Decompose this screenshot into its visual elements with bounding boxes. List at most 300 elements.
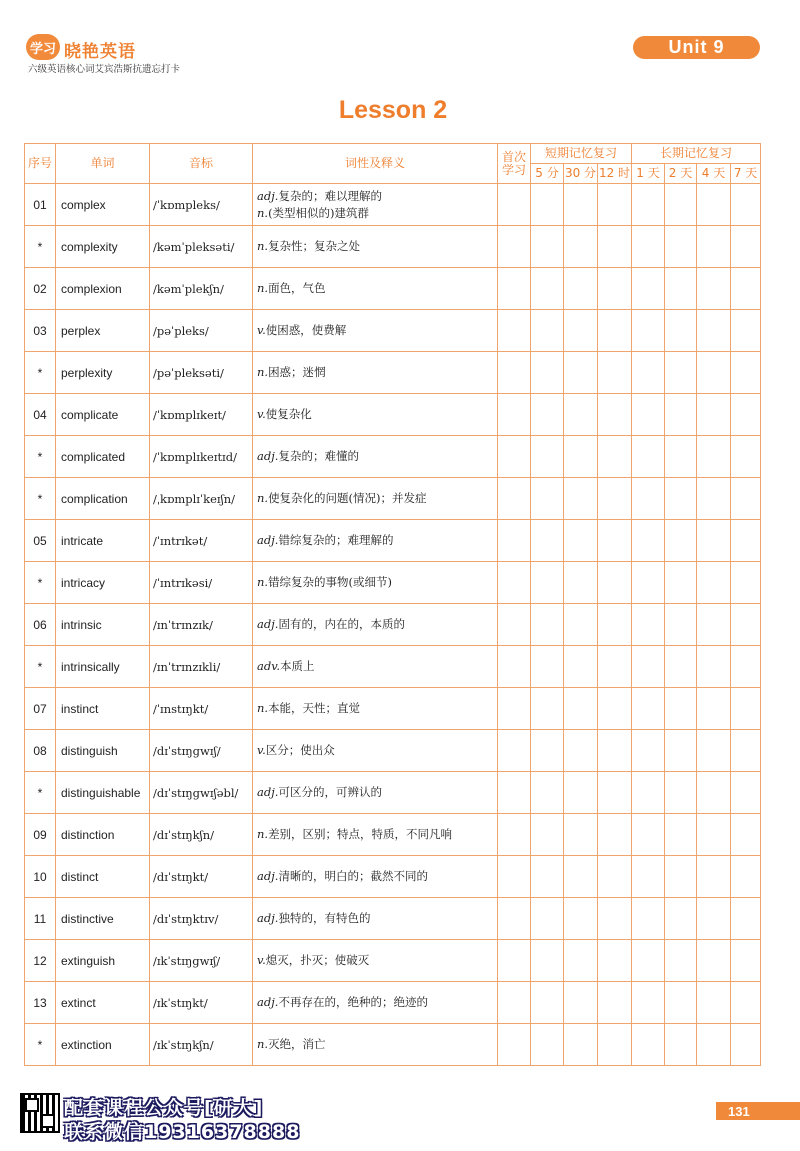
check-2day-cell: [665, 982, 697, 1024]
col-header-no: 序号: [25, 144, 56, 184]
check-1day-cell: [632, 856, 665, 898]
check-12h-cell: [598, 646, 632, 688]
check-first-study-cell: [498, 520, 531, 562]
part-of-speech: adj.: [257, 533, 279, 547]
definition-line: [257, 910, 497, 927]
col-header-5min: 5 分: [531, 164, 564, 184]
check-12h-cell: [598, 814, 632, 856]
check-30min-cell: [564, 310, 598, 352]
word-cell: distinguishable: [56, 772, 150, 814]
check-5min-cell: [531, 730, 564, 772]
check-2day-cell: [665, 310, 697, 352]
check-30min-cell: [564, 436, 598, 478]
row-number: 08: [25, 730, 56, 772]
check-first-study-cell: [498, 478, 531, 520]
qr-code-icon: [20, 1093, 60, 1133]
check-2day-cell: [665, 730, 697, 772]
definition-text: 使困惑，使费解: [265, 323, 347, 337]
check-12h-cell: [598, 352, 632, 394]
definition-line: [257, 448, 497, 465]
definition-text: (类型相似的)建筑群: [268, 205, 370, 220]
phonetic-cell: /pəˈpleks/: [150, 310, 253, 352]
part-of-speech: n.: [257, 491, 269, 505]
definition-cell: [253, 436, 498, 478]
check-30min-cell: [564, 814, 598, 856]
check-1day-cell: [632, 982, 665, 1024]
row-number: *: [25, 1024, 56, 1066]
check-5min-cell: [531, 856, 564, 898]
check-7day-cell: [731, 226, 761, 268]
check-5min-cell: [531, 436, 564, 478]
phonetic-cell: /ɪkˈstɪŋkʃn/: [150, 1024, 253, 1066]
part-of-speech: adj.: [257, 617, 279, 631]
check-7day-cell: [731, 898, 761, 940]
definition-cell: [253, 730, 498, 772]
definition-cell: [253, 898, 498, 940]
phonetic-cell: /dɪˈstɪŋgwɪʃəbl/: [150, 772, 253, 814]
check-4day-cell: [697, 940, 731, 982]
check-7day-cell: [731, 814, 761, 856]
check-1day-cell: [632, 604, 665, 646]
check-30min-cell: [564, 688, 598, 730]
check-12h-cell: [598, 478, 632, 520]
definition-line: [257, 532, 497, 549]
check-5min-cell: [531, 688, 564, 730]
check-1day-cell: [632, 310, 665, 352]
definition-cell: [253, 982, 498, 1024]
word-cell: intrinsic: [56, 604, 150, 646]
phonetic-cell: /kəmˈpleksəti/: [150, 226, 253, 268]
check-12h-cell: [598, 310, 632, 352]
col-header-1day: 1 天: [632, 164, 665, 184]
phonetic-cell: /dɪˈstɪŋgwɪʃ/: [150, 730, 253, 772]
word-cell: complicate: [56, 394, 150, 436]
check-30min-cell: [564, 478, 598, 520]
check-30min-cell: [564, 940, 598, 982]
definition-cell: [253, 1024, 498, 1066]
row-number: *: [25, 226, 56, 268]
check-7day-cell: [731, 436, 761, 478]
check-12h-cell: [598, 268, 632, 310]
definition-cell: [253, 310, 498, 352]
col-header-30min: 30 分: [564, 164, 598, 184]
part-of-speech: adj.: [257, 449, 279, 463]
phonetic-cell: /ˈkɒmplɪkeɪt/: [150, 394, 253, 436]
part-of-speech: adv.: [257, 659, 281, 673]
check-7day-cell: [731, 478, 761, 520]
word-cell: intricate: [56, 520, 150, 562]
vocab-table: [24, 143, 761, 1066]
part-of-speech: n.: [257, 575, 269, 589]
part-of-speech: n.: [257, 365, 269, 379]
definition-text: 不再存在的，绝种的；绝迹的: [278, 995, 428, 1009]
definition-line: [257, 188, 497, 205]
word-cell: complex: [56, 184, 150, 226]
row-number: 11: [25, 898, 56, 940]
check-first-study-cell: [498, 604, 531, 646]
check-1day-cell: [632, 772, 665, 814]
check-2day-cell: [665, 520, 697, 562]
check-1day-cell: [632, 520, 665, 562]
part-of-speech: n.: [257, 701, 269, 715]
phonetic-cell: /ɪkˈstɪŋgwɪʃ/: [150, 940, 253, 982]
definition-line: [257, 700, 497, 717]
definition-cell: [253, 646, 498, 688]
check-5min-cell: [531, 940, 564, 982]
check-2day-cell: [665, 646, 697, 688]
check-4day-cell: [697, 814, 731, 856]
definition-text: 困惑；迷惘: [268, 365, 326, 379]
check-4day-cell: [697, 730, 731, 772]
check-7day-cell: [731, 184, 761, 226]
check-4day-cell: [697, 268, 731, 310]
check-first-study-cell: [498, 1024, 531, 1066]
definition-text: 错综复杂的事物(或细节): [268, 575, 393, 589]
col-header-2day: 2 天: [665, 164, 697, 184]
row-number: 09: [25, 814, 56, 856]
check-first-study-cell: [498, 688, 531, 730]
check-first-study-cell: [498, 310, 531, 352]
definition-text: 使复杂化的问题(情况)；并发症: [268, 491, 427, 505]
brand-name: 晓艳英语: [64, 42, 136, 62]
check-5min-cell: [531, 814, 564, 856]
check-4day-cell: [697, 352, 731, 394]
part-of-speech: n.: [257, 1037, 269, 1051]
definition-line: [257, 406, 497, 423]
check-1day-cell: [632, 562, 665, 604]
part-of-speech: n.: [257, 205, 269, 220]
part-of-speech: adj.: [257, 785, 279, 799]
vocab-table-body: [25, 184, 761, 1066]
definition-text: 清晰的，明白的；截然不同的: [278, 869, 428, 883]
check-1day-cell: [632, 394, 665, 436]
check-1day-cell: [632, 268, 665, 310]
definition-line: [257, 238, 497, 255]
phonetic-cell: /pəˈpleksəti/: [150, 352, 253, 394]
check-30min-cell: [564, 730, 598, 772]
word-cell: instinct: [56, 688, 150, 730]
word-cell: complication: [56, 478, 150, 520]
part-of-speech: adj.: [257, 911, 279, 925]
check-2day-cell: [665, 394, 697, 436]
word-cell: distinctive: [56, 898, 150, 940]
promo-line-2: 联系微信19316378888: [64, 1121, 301, 1143]
row-number: *: [25, 646, 56, 688]
check-5min-cell: [531, 562, 564, 604]
row-number: 03: [25, 310, 56, 352]
table-row: [25, 520, 761, 562]
check-5min-cell: [531, 184, 564, 226]
check-first-study-cell: [498, 562, 531, 604]
check-4day-cell: [697, 478, 731, 520]
definition-cell: [253, 772, 498, 814]
definition-text: 复杂的；难懂的: [278, 449, 359, 463]
definition-line: [257, 364, 497, 381]
word-cell: complicated: [56, 436, 150, 478]
word-cell: extinct: [56, 982, 150, 1024]
part-of-speech: adj.: [257, 869, 279, 883]
part-of-speech: adj.: [257, 995, 279, 1009]
word-cell: extinction: [56, 1024, 150, 1066]
check-5min-cell: [531, 268, 564, 310]
word-cell: distinction: [56, 814, 150, 856]
row-number: 02: [25, 268, 56, 310]
check-5min-cell: [531, 646, 564, 688]
check-5min-cell: [531, 520, 564, 562]
table-row: [25, 226, 761, 268]
check-12h-cell: [598, 982, 632, 1024]
check-4day-cell: [697, 394, 731, 436]
phonetic-cell: /ˈkɒmpleks/: [150, 184, 253, 226]
row-number: *: [25, 436, 56, 478]
definition-line: [257, 280, 497, 297]
check-1day-cell: [632, 436, 665, 478]
check-7day-cell: [731, 940, 761, 982]
check-12h-cell: [598, 856, 632, 898]
check-5min-cell: [531, 772, 564, 814]
check-5min-cell: [531, 226, 564, 268]
definition-text: 固有的，内在的，本质的: [278, 617, 405, 631]
word-cell: extinguish: [56, 940, 150, 982]
definition-line: [257, 490, 497, 507]
check-4day-cell: [697, 436, 731, 478]
table-row: [25, 184, 761, 226]
table-row: [25, 310, 761, 352]
phonetic-cell: /ɪnˈtrɪnzɪkli/: [150, 646, 253, 688]
check-first-study-cell: [498, 394, 531, 436]
check-2day-cell: [665, 268, 697, 310]
check-30min-cell: [564, 898, 598, 940]
definition-text: 面色，气色: [268, 281, 326, 295]
check-7day-cell: [731, 730, 761, 772]
check-1day-cell: [632, 688, 665, 730]
check-2day-cell: [665, 184, 697, 226]
check-2day-cell: [665, 562, 697, 604]
check-7day-cell: [731, 520, 761, 562]
row-number: *: [25, 352, 56, 394]
check-5min-cell: [531, 310, 564, 352]
check-30min-cell: [564, 646, 598, 688]
check-12h-cell: [598, 520, 632, 562]
check-5min-cell: [531, 394, 564, 436]
check-12h-cell: [598, 226, 632, 268]
check-5min-cell: [531, 1024, 564, 1066]
check-first-study-cell: [498, 436, 531, 478]
row-number: 01: [25, 184, 56, 226]
check-4day-cell: [697, 184, 731, 226]
definition-cell: [253, 562, 498, 604]
check-4day-cell: [697, 856, 731, 898]
check-4day-cell: [697, 646, 731, 688]
check-4day-cell: [697, 772, 731, 814]
brand-logo-icon: [26, 34, 60, 60]
word-cell: perplexity: [56, 352, 150, 394]
table-row: [25, 730, 761, 772]
word-cell: distinguish: [56, 730, 150, 772]
definition-cell: [253, 814, 498, 856]
check-4day-cell: [697, 520, 731, 562]
definition-line: [257, 574, 497, 591]
table-row: [25, 688, 761, 730]
row-number: 13: [25, 982, 56, 1024]
col-header-short-term-review: 短期记忆复习: [531, 144, 632, 164]
check-1day-cell: [632, 646, 665, 688]
check-first-study-cell: [498, 646, 531, 688]
definition-text: 使复杂化: [265, 407, 312, 421]
check-first-study-cell: [498, 772, 531, 814]
check-2day-cell: [665, 940, 697, 982]
check-7day-cell: [731, 982, 761, 1024]
check-5min-cell: [531, 604, 564, 646]
phonetic-cell: /dɪˈstɪŋkt/: [150, 856, 253, 898]
check-1day-cell: [632, 814, 665, 856]
definition-text: 复杂性；复杂之处: [268, 239, 361, 253]
definition-line: [257, 868, 497, 885]
check-1day-cell: [632, 940, 665, 982]
check-12h-cell: [598, 436, 632, 478]
check-5min-cell: [531, 478, 564, 520]
check-first-study-cell: [498, 730, 531, 772]
check-2day-cell: [665, 1024, 697, 1066]
check-2day-cell: [665, 352, 697, 394]
definition-line: [257, 658, 497, 675]
page-number: 131: [716, 1102, 800, 1120]
check-7day-cell: [731, 352, 761, 394]
definition-text: 灭绝，消亡: [268, 1037, 326, 1051]
check-first-study-cell: [498, 268, 531, 310]
check-5min-cell: [531, 352, 564, 394]
definition-text: 本能，天性；直觉: [268, 701, 361, 715]
check-first-study-cell: [498, 352, 531, 394]
check-30min-cell: [564, 856, 598, 898]
definition-cell: [253, 184, 498, 226]
check-2day-cell: [665, 436, 697, 478]
definition-cell: [253, 520, 498, 562]
check-30min-cell: [564, 604, 598, 646]
check-30min-cell: [564, 1024, 598, 1066]
check-4day-cell: [697, 688, 731, 730]
check-5min-cell: [531, 982, 564, 1024]
check-2day-cell: [665, 688, 697, 730]
check-7day-cell: [731, 310, 761, 352]
phonetic-cell: /ˈkɒmplɪkeɪtɪd/: [150, 436, 253, 478]
check-2day-cell: [665, 814, 697, 856]
part-of-speech: v.: [257, 323, 266, 337]
definition-line: [257, 205, 497, 222]
table-row: [25, 352, 761, 394]
check-first-study-cell: [498, 898, 531, 940]
definition-text: 独特的，有特色的: [278, 911, 371, 925]
check-7day-cell: [731, 394, 761, 436]
check-4day-cell: [697, 898, 731, 940]
check-30min-cell: [564, 562, 598, 604]
table-row: [25, 772, 761, 814]
row-number: 10: [25, 856, 56, 898]
row-number: 07: [25, 688, 56, 730]
check-4day-cell: [697, 982, 731, 1024]
check-30min-cell: [564, 772, 598, 814]
part-of-speech: v.: [257, 953, 266, 967]
logo-text: 学习: [29, 41, 56, 57]
word-cell: complexity: [56, 226, 150, 268]
phonetic-cell: /ˈɪnstɪŋkt/: [150, 688, 253, 730]
check-5min-cell: [531, 898, 564, 940]
definition-cell: [253, 478, 498, 520]
check-7day-cell: [731, 646, 761, 688]
check-1day-cell: [632, 352, 665, 394]
col-header-12h: 12 时: [598, 164, 632, 184]
table-row: [25, 478, 761, 520]
table-row: [25, 898, 761, 940]
check-7day-cell: [731, 562, 761, 604]
check-2day-cell: [665, 856, 697, 898]
check-2day-cell: [665, 478, 697, 520]
row-number: 06: [25, 604, 56, 646]
check-1day-cell: [632, 184, 665, 226]
check-12h-cell: [598, 604, 632, 646]
definition-text: 错综复杂的；难理解的: [278, 533, 394, 547]
check-first-study-cell: [498, 814, 531, 856]
check-1day-cell: [632, 730, 665, 772]
definition-line: [257, 952, 497, 969]
check-30min-cell: [564, 184, 598, 226]
check-1day-cell: [632, 898, 665, 940]
check-2day-cell: [665, 604, 697, 646]
col-header-7day: 7 天: [731, 164, 761, 184]
definition-line: [257, 784, 497, 801]
check-30min-cell: [564, 982, 598, 1024]
check-1day-cell: [632, 478, 665, 520]
check-1day-cell: [632, 226, 665, 268]
definition-text: 可区分的，可辨认的: [278, 785, 382, 799]
table-row: [25, 604, 761, 646]
phonetic-cell: /ˌkɒmplɪˈkeɪʃn/: [150, 478, 253, 520]
definition-line: [257, 1036, 497, 1053]
check-30min-cell: [564, 268, 598, 310]
row-number: *: [25, 772, 56, 814]
word-cell: perplex: [56, 310, 150, 352]
definition-cell: [253, 268, 498, 310]
check-7day-cell: [731, 772, 761, 814]
check-7day-cell: [731, 268, 761, 310]
definition-line: [257, 742, 497, 759]
check-4day-cell: [697, 604, 731, 646]
table-row: [25, 982, 761, 1024]
check-30min-cell: [564, 352, 598, 394]
row-number: 05: [25, 520, 56, 562]
lesson-title: Lesson 2: [338, 96, 448, 124]
check-2day-cell: [665, 226, 697, 268]
definition-cell: [253, 856, 498, 898]
col-header-ipa: 音标: [150, 144, 253, 184]
check-first-study-cell: [498, 940, 531, 982]
definition-text: 区分；使出众: [265, 743, 335, 757]
check-12h-cell: [598, 1024, 632, 1066]
row-number: *: [25, 478, 56, 520]
definition-cell: [253, 940, 498, 982]
check-4day-cell: [697, 226, 731, 268]
col-header-long-term-review: 长期记忆复习: [632, 144, 761, 164]
check-first-study-cell: [498, 856, 531, 898]
word-cell: distinct: [56, 856, 150, 898]
word-cell: complexion: [56, 268, 150, 310]
definition-cell: [253, 394, 498, 436]
table-row: [25, 814, 761, 856]
row-number: 04: [25, 394, 56, 436]
definition-cell: [253, 688, 498, 730]
phonetic-cell: /dɪˈstɪŋktɪv/: [150, 898, 253, 940]
check-7day-cell: [731, 856, 761, 898]
